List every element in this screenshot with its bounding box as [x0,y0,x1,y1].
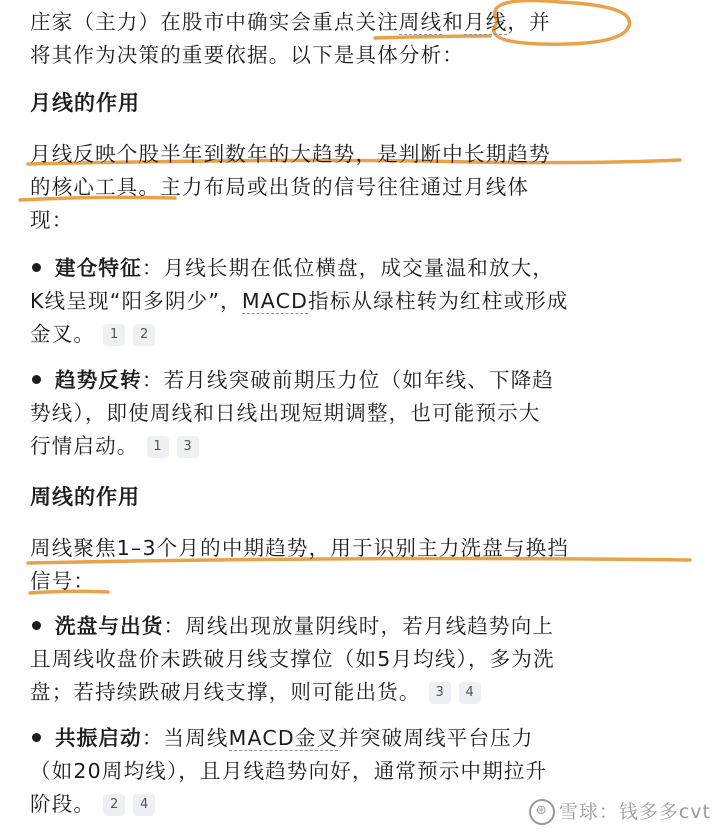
bullet-dot [32,375,41,384]
monthly-desc-line3: 现： [30,208,74,232]
heading-monthly: 月线的作用 [30,91,140,115]
snowball-logo-icon: ⊛ [529,799,555,825]
bullet-title: 共振启动 [55,726,142,750]
bullet-text: （如20周均线），且月线趋势向好，通常预示中期拉升 [30,759,548,783]
intro-paragraph [30,6,702,72]
citation-badge[interactable]: 4 [459,682,481,704]
bullet-dot [32,621,41,630]
intro-weekly[interactable]: 周线 [398,10,443,34]
monthly-desc-line2: 的核心工具。主力布局或出货的信号往往通过月线体 [30,175,530,199]
intro-text-e: ，并 [507,10,551,34]
bullet-text: 阶段。 [30,792,96,816]
bullet-text: K线呈现“阳多阴少”， [30,289,242,313]
monthly-desc-line1: 月线反映个股半年到数年的大趋势，是判断中长期趋势 [30,142,551,166]
bullet-text: 指标从绿柱转为红柱或形成 [308,289,569,313]
list-item-wash-out [30,610,710,709]
citation-badge[interactable]: 2 [103,794,125,816]
bullet-text: ：周线出现放量阴线时，若月线趋势向上 [163,614,555,638]
bullet-text: ：月线长期在低位横盘，成交量温和放大， [141,256,555,280]
bullet-text: 势线），即使周线和日线出现短期调整，也可能预示大 [30,401,541,425]
monthly-description [30,138,702,237]
bullet-text: 且周线收盘价未跌破月线支撑位（如5月均线），多为洗 [30,647,555,671]
bullet-text: 行情启动。 [30,434,139,458]
weekly-desc-line2: 信号： [30,569,96,593]
bullet-dot [32,263,41,272]
intro-text-line2: 将其作为决策的重要依据。以下是具体分析： [30,43,464,67]
citation-badge[interactable]: 1 [147,436,169,458]
weekly-desc-line1: 周线聚焦1–3个月的中期趋势，用于识别主力洗盘与换挡 [30,536,570,560]
intro-monthly[interactable]: 月线 [464,10,508,34]
bullet-dot [32,733,41,742]
intro-text-a: 庄家（主力）在股市中确实会重点关注 [30,10,399,34]
list-item-trend-reversal [30,364,710,463]
macd-term-link[interactable]: MACD [241,289,309,313]
list-item-build-position [30,252,710,351]
bullet-text: 盘；若持续跌破月线支撑，则可能出货。 [30,680,421,704]
citation-badge[interactable]: 3 [177,436,199,458]
citation-badge[interactable]: 3 [429,682,451,704]
heading-weekly: 周线的作用 [30,485,140,509]
bullet-title: 趋势反转 [55,368,142,392]
watermark-text: 雪球：钱多多cvt [558,800,711,823]
bullet-text: 金叉。 [30,322,96,346]
bullet-title: 建仓特征 [55,256,142,280]
citation-badge[interactable]: 4 [133,794,155,816]
bullet-text: 并突破周线平台压力 [338,726,534,750]
xueqiu-watermark [529,797,711,826]
bullet-text: ：当周线 [141,726,229,750]
macd-golden-cross-link[interactable]: MACD金叉 [228,726,339,750]
weekly-description [30,532,702,598]
bullet-text: ：若月线突破前期压力位（如年线、下降趋 [141,368,555,392]
intro-and: 和 [442,10,465,34]
citation-badge[interactable]: 1 [103,324,125,346]
bullet-title: 洗盘与出货 [55,614,164,638]
citation-badge[interactable]: 2 [133,324,155,346]
